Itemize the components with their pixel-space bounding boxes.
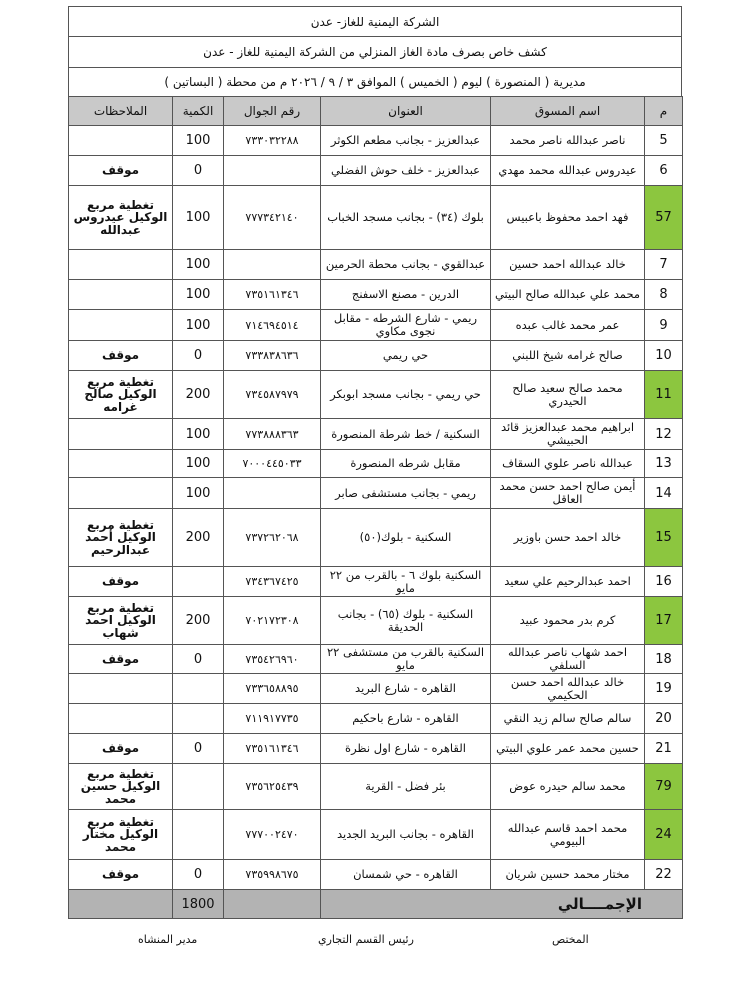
- col-header-quantity: الكمية: [173, 97, 224, 126]
- total-row: [69, 890, 683, 919]
- row-index: 18: [645, 645, 683, 674]
- row-marketer-name: ابراهيم محمد عبدالعزيز قائد الحبيشي: [491, 419, 645, 450]
- row-phone: ٧١٤٦٩٤٥١٤: [224, 310, 321, 341]
- row-address: عبدالعزيز - بجانب مطعم الكوثر: [321, 126, 491, 156]
- table-body: [69, 126, 683, 890]
- row-index: 14: [645, 478, 683, 509]
- table-row: [69, 734, 683, 764]
- row-notes: موقف: [69, 567, 173, 597]
- row-marketer-name: فهد احمد محفوظ باعبيس: [491, 186, 645, 250]
- table-row: [69, 250, 683, 280]
- table-header-row: [69, 97, 683, 126]
- row-phone: ٧٣٥٩٩٨٦٧٥: [224, 860, 321, 890]
- row-notes: موقف: [69, 341, 173, 371]
- row-index: 11: [645, 371, 683, 419]
- row-address: السكنية بالقرب من مستشفى ٢٢ مايو: [321, 645, 491, 674]
- row-phone: ٧٠٢١٧٢٣٠٨: [224, 597, 321, 645]
- row-index: 24: [645, 810, 683, 860]
- row-index: 10: [645, 341, 683, 371]
- row-notes: موقف: [69, 734, 173, 764]
- row-phone: ٧٣٧٢٦٢٠٦٨: [224, 509, 321, 567]
- row-phone: ٧٣٣٦٥٨٨٩٥: [224, 674, 321, 704]
- row-address: بئر فضل - القرية: [321, 764, 491, 810]
- total-label: الإجمــــالي: [321, 890, 683, 919]
- row-notes: تغطية مربع الوكيل مختار محمد: [69, 810, 173, 860]
- row-phone: ٧٣٥١٦١٣٤٦: [224, 734, 321, 764]
- row-marketer-name: عبدالله ناصر علوي السقاف: [491, 450, 645, 478]
- total-spacer: [224, 890, 321, 919]
- row-notes: تغطية مربع الوكيل احمد شهاب: [69, 597, 173, 645]
- table-row: [69, 371, 683, 419]
- row-quantity: [173, 704, 224, 734]
- row-index: 12: [645, 419, 683, 450]
- row-notes: [69, 126, 173, 156]
- row-address: القاهره - شارع اول نظرة: [321, 734, 491, 764]
- row-notes: موقف: [69, 860, 173, 890]
- row-index: 57: [645, 186, 683, 250]
- row-quantity: 200: [173, 509, 224, 567]
- table-row: [69, 645, 683, 674]
- row-address: القاهره - شارع باحكيم: [321, 704, 491, 734]
- row-marketer-name: محمد احمد قاسم عبدالله البيومي: [491, 810, 645, 860]
- row-quantity: 100: [173, 419, 224, 450]
- row-phone: ٧٠٠٠٤٤٥٠٣٣: [224, 450, 321, 478]
- row-quantity: 0: [173, 341, 224, 371]
- row-address: حي ريمي - بجانب مسجد ابوبكر: [321, 371, 491, 419]
- row-quantity: 0: [173, 734, 224, 764]
- row-phone: ٧٧٣٨٨٨٣٦٣: [224, 419, 321, 450]
- row-address: مقابل شرطه المنصورة: [321, 450, 491, 478]
- total-quantity: 1800: [173, 890, 224, 919]
- row-address: عبدالقوي - بجانب محطة الحرمين: [321, 250, 491, 280]
- table-row: [69, 419, 683, 450]
- table-row: [69, 310, 683, 341]
- row-address: السكنية - بلوك(٥٠): [321, 509, 491, 567]
- row-marketer-name: حسين محمد عمر علوي البيتي: [491, 734, 645, 764]
- row-marketer-name: مختار محمد حسين شريان: [491, 860, 645, 890]
- row-quantity: 200: [173, 597, 224, 645]
- row-phone: ٧٣٥١٦١٣٤٦: [224, 280, 321, 310]
- row-marketer-name: محمد صالح سعيد صالح الحيدري: [491, 371, 645, 419]
- row-quantity: 100: [173, 250, 224, 280]
- row-quantity: [173, 810, 224, 860]
- row-notes: [69, 280, 173, 310]
- row-phone: ٧٣٣٨٣٨٦٣٦: [224, 341, 321, 371]
- document-subtitle: مديرية ( المنصورة ) ليوم ( الخميس ) الموافق ٣ / ٩ / ٢٠٢٦ م من محطة ( البساتين ): [68, 67, 682, 96]
- table-row: [69, 764, 683, 810]
- company-name: الشركة اليمنية للغاز- عدن: [68, 6, 682, 36]
- row-marketer-name: خالد عبدالله احمد حسين: [491, 250, 645, 280]
- row-address: القاهره - شارع البريد: [321, 674, 491, 704]
- row-notes: [69, 450, 173, 478]
- col-header-index: م: [645, 97, 683, 126]
- row-address: ريمي - شارع الشرطه - مقابل نجوى مكاوي: [321, 310, 491, 341]
- row-phone: ٧٣٥٤٢٦٩٦٠: [224, 645, 321, 674]
- row-address: حي ريمي: [321, 341, 491, 371]
- row-address: عبدالعزيز - خلف حوش الفضلي: [321, 156, 491, 186]
- row-index: 6: [645, 156, 683, 186]
- row-index: 21: [645, 734, 683, 764]
- row-address: القاهره - بجانب البريد الجديد: [321, 810, 491, 860]
- row-quantity: [173, 674, 224, 704]
- row-notes: [69, 674, 173, 704]
- row-quantity: [173, 764, 224, 810]
- row-phone: ٧٧٧٠٠٢٤٧٠: [224, 810, 321, 860]
- row-marketer-name: عمر محمد غالب عبده: [491, 310, 645, 341]
- row-notes: تغطية مربع الوكيل صالح غرامه: [69, 371, 173, 419]
- row-index: 79: [645, 764, 683, 810]
- row-phone: ٧٣٤٣٦٧٤٢٥: [224, 567, 321, 597]
- table-row: [69, 674, 683, 704]
- distribution-table: [68, 96, 683, 919]
- row-phone: ٧١١٩١٧٧٣٥: [224, 704, 321, 734]
- row-index: 7: [645, 250, 683, 280]
- row-index: 8: [645, 280, 683, 310]
- row-quantity: 0: [173, 156, 224, 186]
- document-title: كشف خاص بصرف مادة الغاز المنزلي من الشركة اليمنية للغاز - عدن: [68, 36, 682, 67]
- row-quantity: 0: [173, 860, 224, 890]
- table-row: [69, 126, 683, 156]
- row-marketer-name: صالح غرامه شيخ اللبني: [491, 341, 645, 371]
- row-index: 9: [645, 310, 683, 341]
- row-marketer-name: احمد شهاب ناصر عبدالله السلفي: [491, 645, 645, 674]
- row-phone: ٧٣٤٥٨٧٩٧٩: [224, 371, 321, 419]
- row-marketer-name: خالد عبدالله احمد حسن الحكيمي: [491, 674, 645, 704]
- row-notes: [69, 704, 173, 734]
- col-header-phone: رقم الجوال: [224, 97, 321, 126]
- row-index: 16: [645, 567, 683, 597]
- table-row: [69, 280, 683, 310]
- row-phone: ٧٣٥٦٢٥٤٣٩: [224, 764, 321, 810]
- row-phone: [224, 478, 321, 509]
- row-quantity: 100: [173, 478, 224, 509]
- row-marketer-name: سالم صالح سالم زيد النقي: [491, 704, 645, 734]
- row-marketer-name: احمد عبدالرحيم علي سعيد: [491, 567, 645, 597]
- signature-specialist: المختص: [552, 933, 589, 946]
- row-marketer-name: كرم بدر محمود عبيد: [491, 597, 645, 645]
- row-quantity: 100: [173, 280, 224, 310]
- row-marketer-name: خالد احمد حسن باوزير: [491, 509, 645, 567]
- row-quantity: [173, 567, 224, 597]
- table-row: [69, 810, 683, 860]
- col-header-name: اسم المسوق: [491, 97, 645, 126]
- row-address: السكنية بلوك ٦ - بالقرب من ٢٢ مايو: [321, 567, 491, 597]
- table-row: [69, 156, 683, 186]
- row-quantity: 100: [173, 126, 224, 156]
- row-address: السكنية / خط شرطة المنصورة: [321, 419, 491, 450]
- table-row: [69, 860, 683, 890]
- total-notes-spacer: [69, 890, 173, 919]
- signature-commercial-head: رئيس القسم التجاري: [318, 933, 414, 946]
- row-notes: [69, 310, 173, 341]
- row-index: 15: [645, 509, 683, 567]
- table-row: [69, 478, 683, 509]
- row-notes: موقف: [69, 156, 173, 186]
- row-index: 5: [645, 126, 683, 156]
- row-marketer-name: محمد علي عبدالله صالح البيتي: [491, 280, 645, 310]
- row-quantity: 100: [173, 310, 224, 341]
- row-phone: [224, 156, 321, 186]
- table-row: [69, 597, 683, 645]
- col-header-notes: الملاحظات: [69, 97, 173, 126]
- signature-manager: مدير المنشاه: [138, 933, 198, 946]
- row-notes: تغطية مربع الوكيل حسين محمد: [69, 764, 173, 810]
- row-notes: موقف: [69, 645, 173, 674]
- table-row: [69, 704, 683, 734]
- row-quantity: 0: [173, 645, 224, 674]
- row-address: الدرين - مصنع الاسفنج: [321, 280, 491, 310]
- row-index: 22: [645, 860, 683, 890]
- row-index: 13: [645, 450, 683, 478]
- row-address: بلوك (٣٤) - بجانب مسجد الخباب: [321, 186, 491, 250]
- row-marketer-name: محمد سالم حيدره عوض: [491, 764, 645, 810]
- table-row: [69, 186, 683, 250]
- row-address: القاهره - حي شمسان: [321, 860, 491, 890]
- row-quantity: 200: [173, 371, 224, 419]
- row-quantity: 100: [173, 186, 224, 250]
- row-address: ريمي - بجانب مستشفى صابر: [321, 478, 491, 509]
- row-notes: تغطية مربع الوكيل أحمد عبدالرحيم: [69, 509, 173, 567]
- table-row: [69, 450, 683, 478]
- row-index: 19: [645, 674, 683, 704]
- col-header-address: العنوان: [321, 97, 491, 126]
- row-marketer-name: عيدروس عبدالله محمد مهدي: [491, 156, 645, 186]
- document-sheet: [68, 6, 682, 919]
- row-phone: [224, 250, 321, 280]
- table-row: [69, 567, 683, 597]
- row-address: السكنية - بلوك (٦٥) - بجانب الحديقة: [321, 597, 491, 645]
- row-phone: ٧٧٧٣٤٢١٤٠: [224, 186, 321, 250]
- row-index: 20: [645, 704, 683, 734]
- row-marketer-name: أيمن صالح احمد حسن محمد العاقل: [491, 478, 645, 509]
- row-marketer-name: ناصر عبدالله ناصر محمد: [491, 126, 645, 156]
- table-row: [69, 509, 683, 567]
- row-notes: تغطية مربع الوكيل عيدروس عبدالله: [69, 186, 173, 250]
- row-notes: [69, 250, 173, 280]
- row-notes: [69, 419, 173, 450]
- row-phone: ٧٣٣٠٣٢٢٨٨: [224, 126, 321, 156]
- table-row: [69, 341, 683, 371]
- row-quantity: 100: [173, 450, 224, 478]
- row-index: 17: [645, 597, 683, 645]
- row-notes: [69, 478, 173, 509]
